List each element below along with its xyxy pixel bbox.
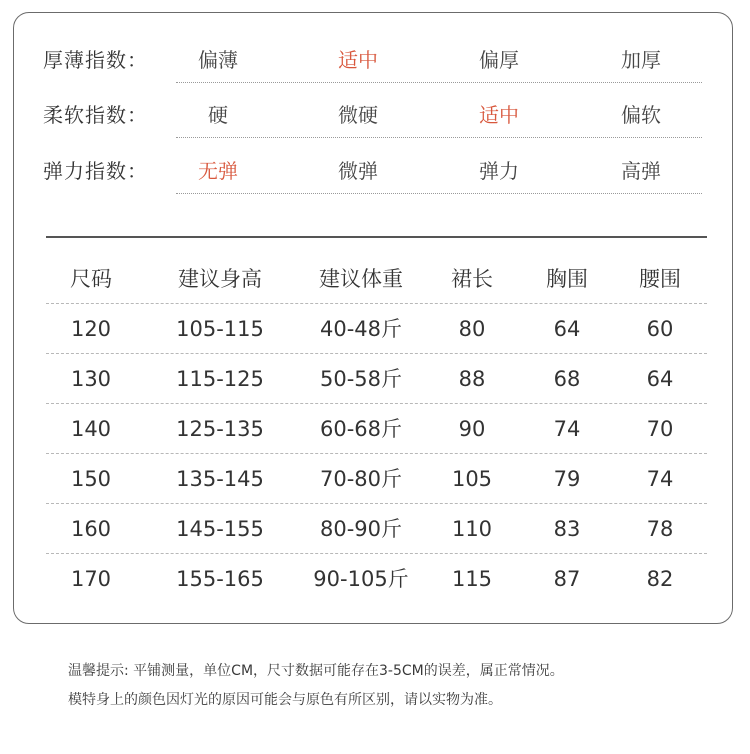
cell-size: 130	[70, 367, 112, 391]
cell-size: 120	[70, 317, 112, 341]
cell-weight: 40-48斤	[319, 317, 403, 341]
section-divider	[46, 236, 707, 238]
softness-index-row	[14, 95, 734, 135]
cell-bust: 87	[553, 567, 581, 591]
cell-height: 105-115	[176, 317, 264, 341]
table-row	[14, 504, 734, 554]
cell-waist: 82	[646, 567, 674, 591]
cell-waist: 78	[646, 517, 674, 541]
cell-height: 135-145	[176, 467, 264, 491]
column-header-height: 建议身高	[178, 267, 262, 291]
cell-height: 115-125	[176, 367, 264, 391]
elasticity-option: 高弹	[621, 159, 661, 183]
table-row	[14, 404, 734, 454]
elasticity-option: 弹力	[479, 159, 519, 183]
table-row	[14, 454, 734, 504]
softness-index-label: 柔软指数：	[43, 103, 148, 127]
softness-option: 硬	[208, 103, 228, 127]
cell-size: 170	[70, 567, 112, 591]
thickness-option: 偏厚	[479, 48, 519, 72]
softness-option-selected: 适中	[479, 103, 519, 127]
thickness-index-row	[14, 40, 734, 80]
table-row	[14, 304, 734, 354]
cell-waist: 70	[646, 417, 674, 441]
table-row	[14, 354, 734, 404]
cell-weight: 70-80斤	[319, 467, 403, 491]
cell-bust: 68	[553, 367, 581, 391]
cell-skirt-length: 88	[458, 367, 486, 391]
cell-bust: 79	[553, 467, 581, 491]
cell-height: 155-165	[176, 567, 264, 591]
cell-skirt-length: 110	[451, 517, 493, 541]
column-header-waist: 腰围	[639, 267, 681, 291]
cell-weight: 60-68斤	[319, 417, 403, 441]
cell-skirt-length: 115	[451, 567, 493, 591]
cell-height: 145-155	[176, 517, 264, 541]
cell-waist: 74	[646, 467, 674, 491]
cell-height: 125-135	[176, 417, 264, 441]
softness-option: 偏软	[621, 103, 661, 127]
cell-weight: 90-105斤	[313, 567, 409, 591]
elasticity-index-row	[14, 151, 734, 191]
thickness-option: 加厚	[621, 48, 661, 72]
cell-skirt-length: 80	[458, 317, 486, 341]
measurement-note: 温馨提示: 平铺测量，单位CM，尺寸数据可能存在3-5CM的误差，属正常情况。	[68, 663, 564, 679]
column-header-bust: 胸围	[546, 267, 588, 291]
cell-waist: 60	[646, 317, 674, 341]
cell-bust: 74	[553, 417, 581, 441]
cell-size: 150	[70, 467, 112, 491]
dotted-separator	[176, 137, 702, 138]
cell-skirt-length: 90	[458, 417, 486, 441]
dotted-separator	[176, 82, 702, 83]
cell-waist: 64	[646, 367, 674, 391]
elasticity-option: 微弹	[338, 159, 378, 183]
column-header-skirt-length: 裙长	[451, 267, 493, 291]
cell-size: 160	[70, 517, 112, 541]
cell-weight: 80-90斤	[319, 517, 403, 541]
cell-bust: 64	[553, 317, 581, 341]
color-note: 模特身上的颜色因灯光的原因可能会与原色有所区别，请以实物为准。	[68, 692, 502, 708]
elasticity-option-selected: 无弹	[198, 159, 238, 183]
cell-weight: 50-58斤	[319, 367, 403, 391]
column-header-size: 尺码	[70, 267, 112, 291]
cell-bust: 83	[553, 517, 581, 541]
thickness-index-label: 厚薄指数：	[43, 48, 148, 72]
cell-skirt-length: 105	[451, 467, 493, 491]
cell-size: 140	[70, 417, 112, 441]
elasticity-index-label: 弹力指数：	[43, 159, 148, 183]
column-header-weight: 建议体重	[319, 267, 403, 291]
dotted-separator	[176, 193, 702, 194]
table-header-row	[14, 254, 734, 304]
table-row	[14, 554, 734, 604]
size-info-card	[13, 12, 733, 624]
thickness-option: 偏薄	[198, 48, 238, 72]
thickness-option-selected: 适中	[338, 48, 378, 72]
softness-option: 微硬	[338, 103, 378, 127]
